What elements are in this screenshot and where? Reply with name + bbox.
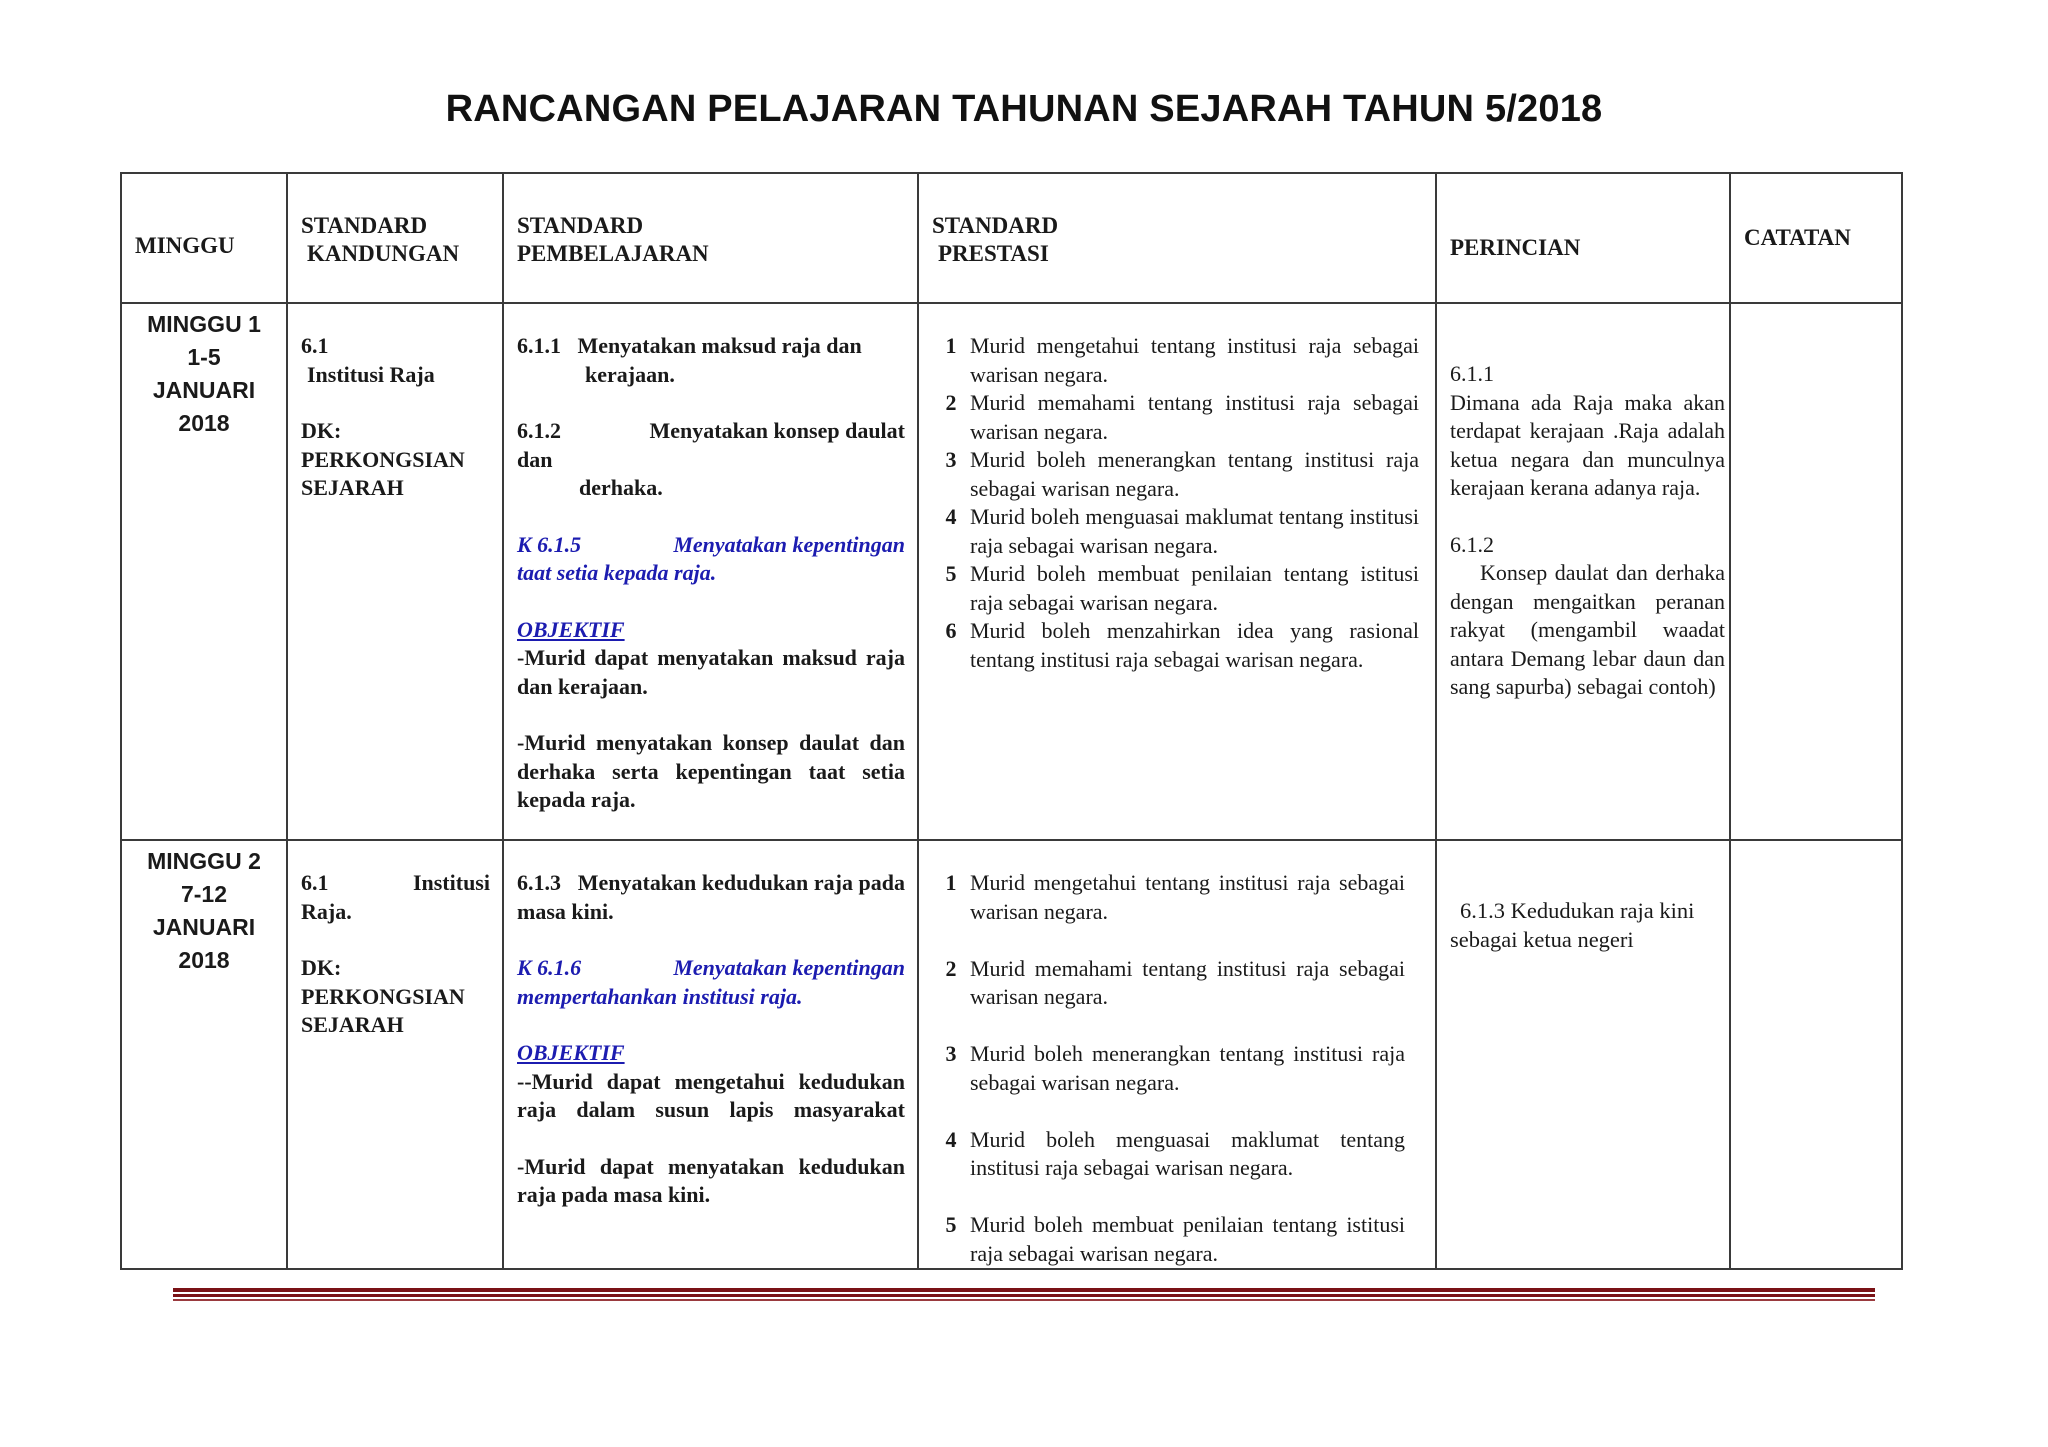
standard-kandungan-cell (287, 303, 503, 840)
table-row (121, 303, 1902, 840)
objektif-item: -Murid menyatakan konsep daulat dan derhaka serta kepentingan taat setia kepada raja. (517, 730, 905, 812)
sk-code: 6.1 (301, 870, 329, 895)
list-item: 4 Murid boleh menguasai maklumat tentang institusi raja sebagai warisan negara. (945, 1126, 1405, 1180)
sp-code: 6.1.2 (517, 418, 561, 443)
list-item: 5 Murid boleh membuat penilaian tentang istitusi raja sebagai warisan negara. (945, 561, 1419, 615)
objektif-item: --Murid dapat mengetahui kedudukan raja dalam susun lapis masyarakat (517, 1068, 905, 1122)
week-label: MINGGU 1 (147, 311, 261, 337)
list-item: 5 Murid boleh membuat penilaian tentang istitusi raja sebagai warisan negara. (945, 1212, 1405, 1266)
page-title: RANCANGAN PELAJARAN TAHUNAN SEJARAH TAHUN 5/2018 (445, 88, 1603, 130)
list-item: 3 Murid boleh menerangkan tentang institusi raja sebagai warisan negara. (945, 1041, 1405, 1095)
header-perincian (1436, 173, 1730, 303)
standard-prestasi-cell (918, 840, 1436, 1269)
perincian-cell (1436, 840, 1730, 1269)
footer-divider (173, 1288, 1875, 1301)
sp-text: Menyatakan kedudukan raja pada masa kini. (517, 870, 905, 924)
week-cell (121, 303, 287, 840)
header-standard-kandungan (287, 173, 503, 303)
table-header-row (121, 173, 1902, 303)
standard-kandungan-cell (287, 840, 503, 1269)
list-item: 3 Murid boleh menerangkan tentang institusi raja sebagai warisan negara. (945, 447, 1419, 501)
week-year: 2018 (178, 410, 230, 436)
k-text-cont: taat setia kepada raja. (517, 560, 717, 585)
list-item: 4 Murid boleh menguasai maklumat tentang institusi raja sebagai warisan negara. (945, 504, 1419, 558)
standard-pembelajaran-cell (503, 840, 918, 1269)
week-year: 2018 (178, 947, 230, 973)
perincian-text: 6.1.3 Kedudukan raja kini sebagai ketua negeri (1450, 898, 1695, 952)
header-sp-line1: STANDARD (517, 213, 644, 238)
lesson-plan-table (120, 172, 1903, 1270)
dk-label: DK: (301, 418, 342, 443)
sp-text-cont: derhaka. (579, 475, 663, 500)
sp-text: Menyatakan maksud raja dan (577, 333, 862, 358)
dk-text-1: PERKONGSIAN (301, 983, 465, 1009)
header-standard-prestasi (918, 173, 1436, 303)
header-catatan (1730, 173, 1902, 303)
perincian-text: Dimana ada Raja maka akan terdapat kerajaan .Raja adalah ketua negara dan munculnya kerajaan kerana adanya raja. (1450, 389, 1725, 500)
header-standard-pembelajaran (503, 173, 918, 303)
perincian-code: 6.1.2 (1450, 531, 1494, 557)
list-item: 1 Murid mengetahui tentang institusi raja sebagai warisan negara. (945, 333, 1419, 387)
sk-name: Institusi Raja (307, 361, 435, 387)
prestasi-list (932, 869, 1405, 1268)
objektif-heading: OBJEKTIF (517, 1040, 625, 1065)
dk-text-1: PERKONGSIAN (301, 446, 465, 472)
catatan-cell (1730, 840, 1902, 1269)
standard-prestasi-cell (918, 303, 1436, 840)
week-label: MINGGU 2 (147, 848, 261, 874)
k-text: Menyatakan kepentingan (673, 955, 905, 980)
catatan-cell (1730, 303, 1902, 840)
sk-name-cont: Raja. (301, 898, 352, 924)
k-code: K 6.1.5 (517, 531, 582, 557)
header-perincian-label: PERINCIAN (1450, 235, 1581, 260)
sp-code: 6.1.3 (517, 870, 561, 895)
header-spr-line2: PRESTASI (938, 241, 1049, 266)
header-catatan-label: CATATAN (1744, 225, 1851, 250)
dk-text-2: SEJARAH (301, 1012, 404, 1037)
sp-text-cont: kerajaan. (585, 361, 675, 387)
header-minggu-label: MINGGU (135, 233, 235, 258)
header-spr-line1: STANDARD (932, 213, 1059, 238)
week-days: 1-5 (187, 344, 221, 370)
perincian-text: Konsep daulat dan derhaka dengan mengaitkan peranan rakyat (mengambil waadat antara Demang lebar daun dan sang sapurba) sebagai contoh) (1450, 560, 1725, 699)
table-row (121, 840, 1902, 1269)
header-sk-line1: STANDARD (301, 213, 428, 238)
header-sk-line2: KANDUNGAN (307, 241, 460, 266)
k-text: Menyatakan kepentingan (673, 531, 905, 557)
catatan-text (1731, 304, 1901, 332)
week-month: JANUARI (152, 914, 256, 940)
standard-pembelajaran-cell (503, 303, 918, 840)
header-minggu (121, 173, 287, 303)
k-text-cont: mempertahankan institusi raja. (517, 983, 803, 1009)
objektif-item: -Murid dapat menyatakan maksud raja dan kerajaan. (517, 645, 905, 699)
sp-code: 6.1.1 (517, 333, 561, 358)
sp-text: Menyatakan konsep daulat (649, 418, 905, 443)
week-cell (121, 840, 287, 1269)
k-code: K 6.1.6 (517, 955, 582, 980)
list-item: 2 Murid memahami tentang institusi raja sebagai warisan negara. (945, 390, 1419, 444)
sp-text-dan: dan (517, 446, 553, 472)
sk-code: 6.1 (301, 333, 329, 358)
list-item: 2 Murid memahami tentang institusi raja sebagai warisan negara. (945, 955, 1405, 1009)
objektif-item: -Murid dapat menyatakan kedudukan raja pada masa kini. (517, 1153, 905, 1207)
catatan-text (1731, 841, 1901, 869)
dk-label: DK: (301, 955, 342, 980)
list-item: 6 Murid boleh menzahirkan idea yang rasional tentang institusi raja sebagai warisan negara. (945, 618, 1419, 672)
week-month: JANUARI (152, 377, 256, 403)
header-sp-line2: PEMBELAJARAN (517, 241, 709, 266)
perincian-cell (1436, 303, 1730, 840)
list-item: 1 Murid mengetahui tentang institusi raja sebagai warisan negara. (945, 870, 1405, 924)
dk-text-2: SEJARAH (301, 475, 404, 500)
prestasi-list (932, 332, 1419, 674)
perincian-code: 6.1.1 (1450, 361, 1494, 386)
objektif-heading: OBJEKTIF (517, 616, 625, 642)
sk-name: Institusi (412, 870, 490, 895)
week-days: 7-12 (180, 881, 228, 907)
